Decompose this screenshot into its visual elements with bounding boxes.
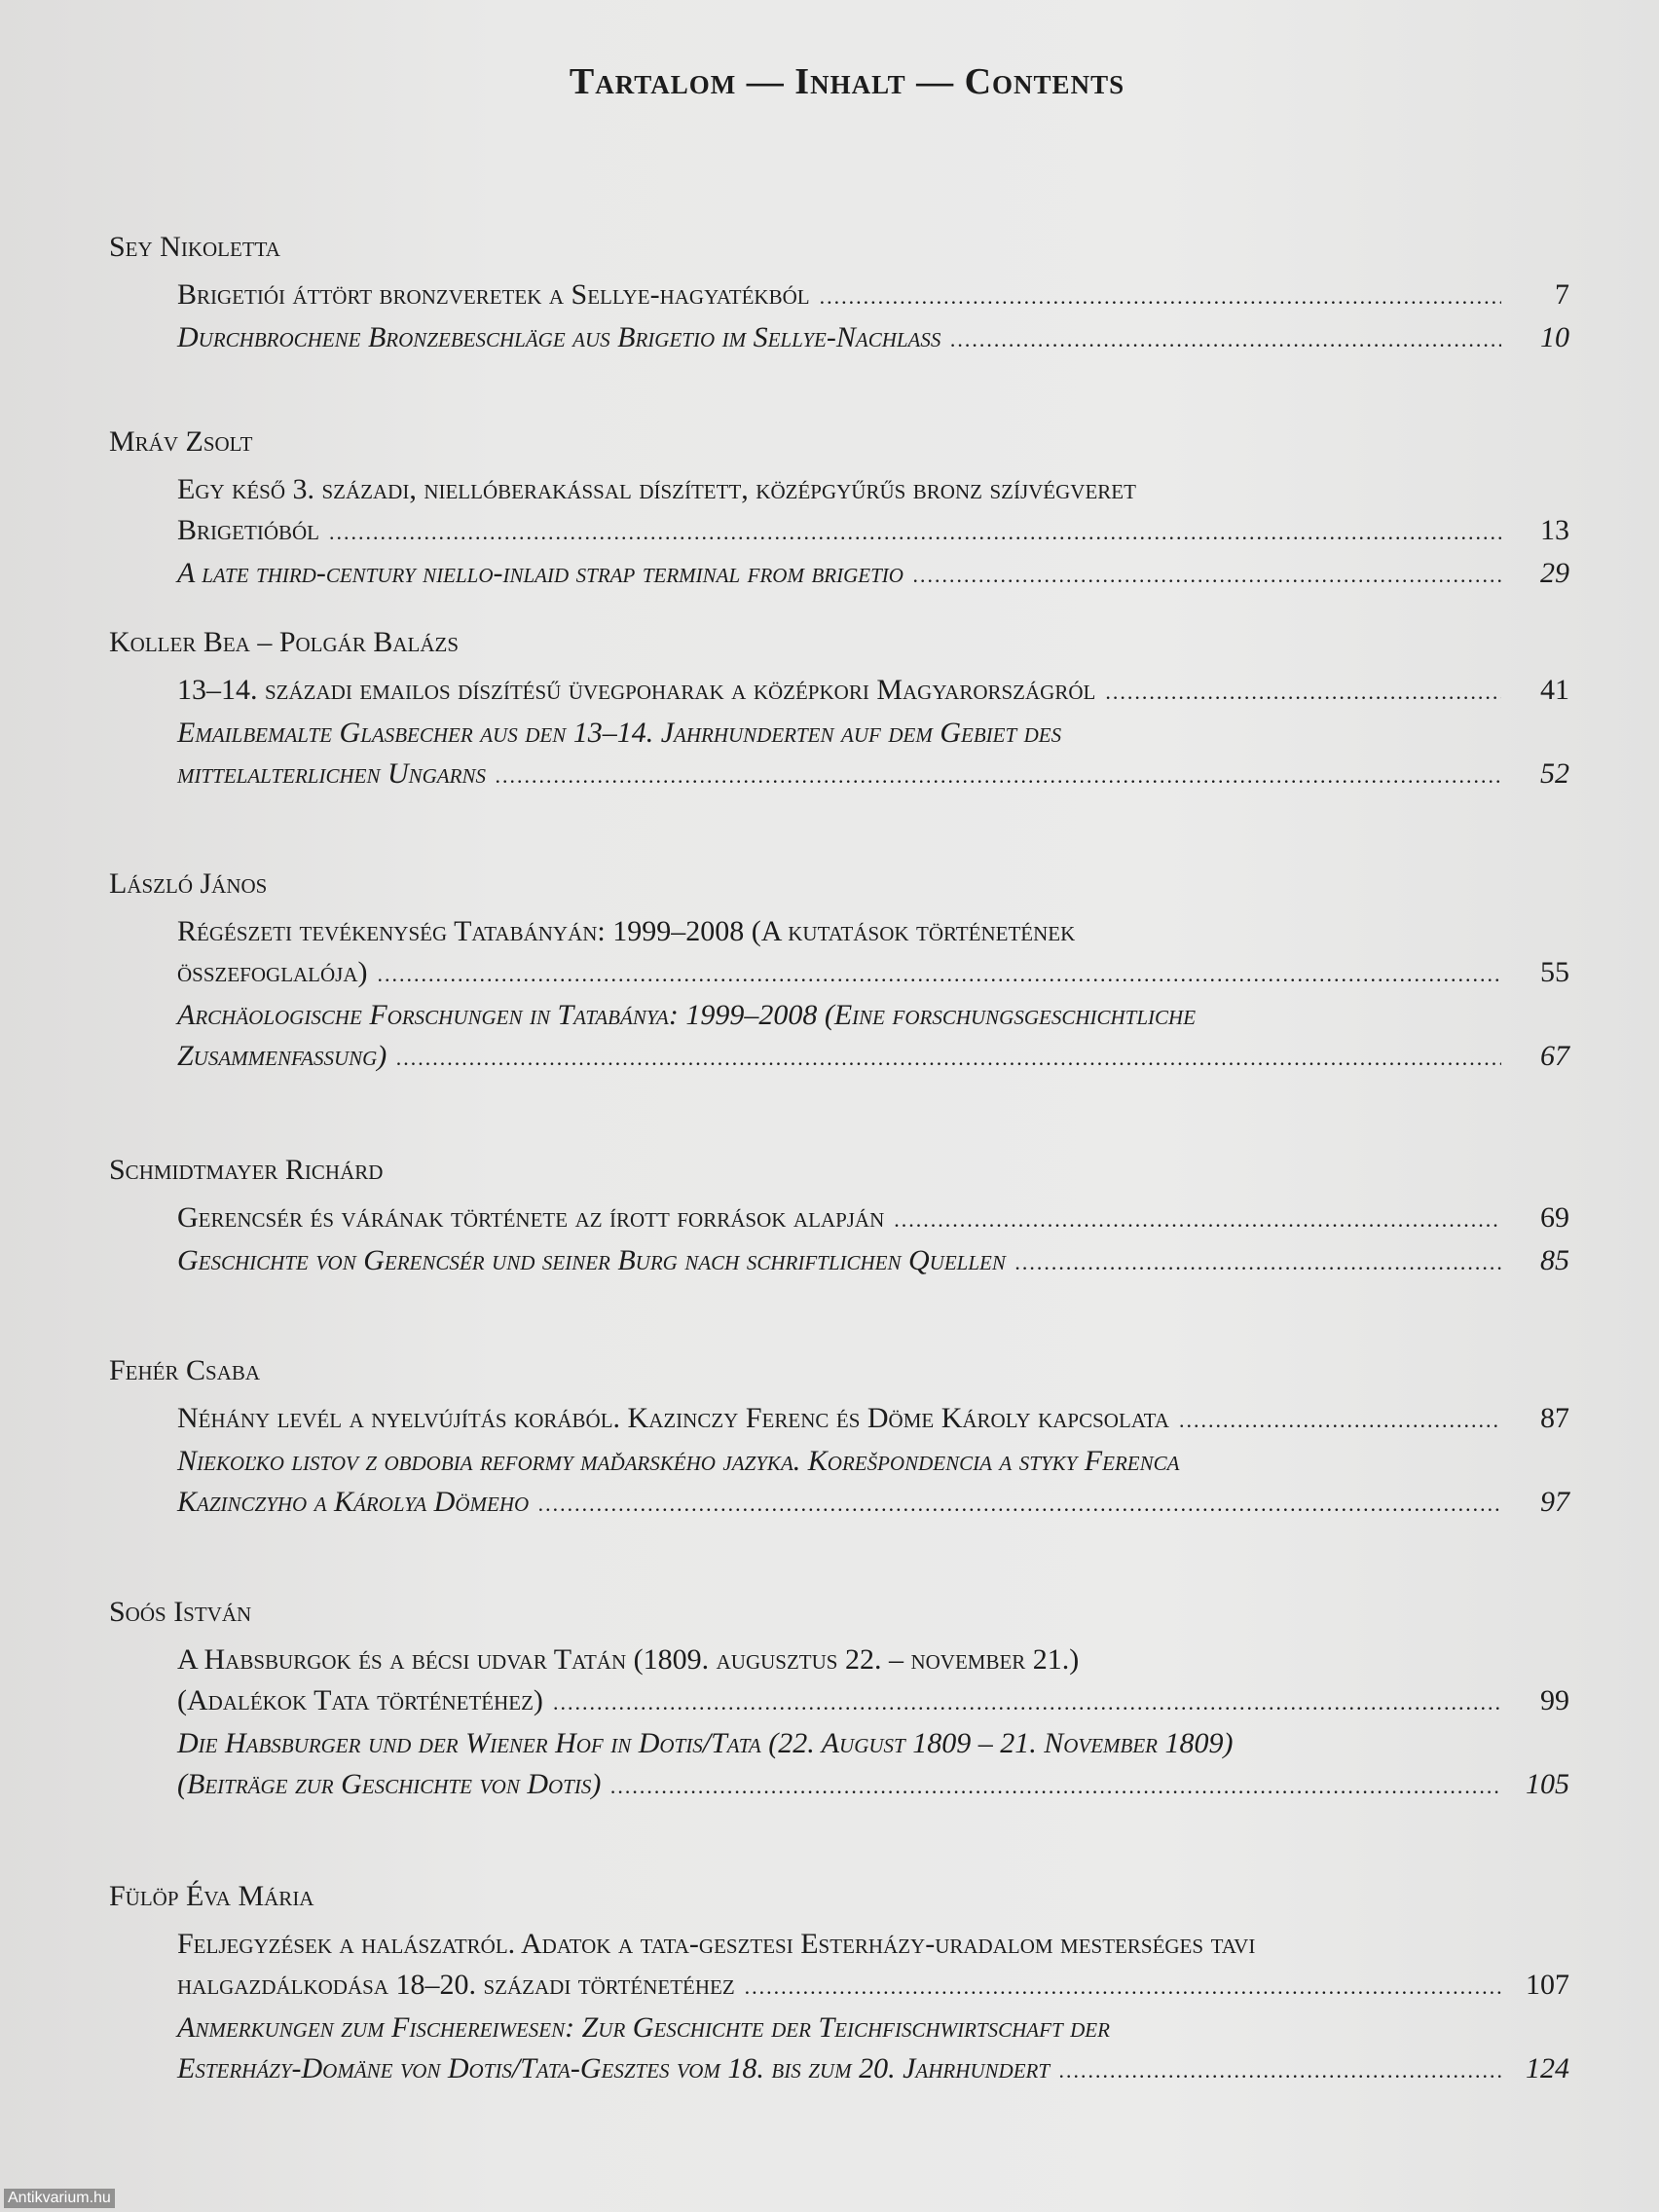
author-name: Schmidtmayer Richárd: [109, 1154, 384, 1186]
toc-title: Niekoľko listov z obdobia reformy maďarského jazyka. Korešpondencia a styky Ferenca: [177, 1445, 1180, 1477]
toc-title: A late third-century niello-inlaid strap terminal from brigetio: [177, 557, 903, 589]
author-name: Fehér Csaba: [109, 1354, 261, 1386]
toc-line[interactable]: [177, 2048, 1569, 2091]
dot-leader: [1059, 2050, 1501, 2091]
toc-line[interactable]: [177, 1640, 1569, 1680]
dot-leader: [610, 1766, 1501, 1807]
page-number: 85: [1540, 1244, 1569, 1276]
author-name: Sey Nikoletta: [109, 231, 280, 263]
toc-section: [109, 1591, 1569, 1807]
toc-section: [109, 863, 1569, 1079]
dot-leader: [1015, 1242, 1501, 1283]
toc-line[interactable]: [177, 1924, 1569, 1965]
toc-line[interactable]: [177, 1441, 1569, 1482]
page-number: 41: [1540, 674, 1569, 706]
page-number: 67: [1540, 1040, 1569, 1072]
toc-entry: [177, 1398, 1569, 1525]
toc-line[interactable]: [177, 510, 1569, 553]
dot-leader: [538, 1484, 1501, 1525]
author-name: Soós István: [109, 1596, 252, 1628]
toc-entry: [177, 1924, 1569, 2091]
toc-line[interactable]: [177, 1680, 1569, 1723]
toc-title: Die Habsburger und der Wiener Hof in Dotis/Tata (22. August 1809 – 21. November 1809): [177, 1727, 1234, 1759]
toc-line[interactable]: [177, 317, 1569, 360]
toc-title: halgazdálkodása 18–20. századi történetéhez: [177, 1969, 735, 2001]
toc-entry: [177, 911, 1569, 1079]
page-number: 7: [1555, 278, 1569, 311]
dot-leader: [1179, 1400, 1501, 1441]
toc-line[interactable]: [177, 1723, 1569, 1764]
toc-title: Brigetióból: [177, 514, 319, 546]
page-number: 29: [1540, 557, 1569, 589]
toc-title: Egy késő 3. századi, niellóberakással díszített, középgyűrűs bronz szíjvégveret: [177, 473, 1136, 505]
dot-leader: [496, 756, 1501, 796]
dot-leader: [378, 954, 1501, 995]
toc-line[interactable]: [177, 469, 1569, 510]
page-number: 13: [1540, 514, 1569, 546]
author-name: László János: [109, 867, 268, 900]
toc-title: Régészeti tevékenység Tatabányán: 1999–2008 (A kutatások történetének: [177, 915, 1076, 947]
toc-title: A Habsburgok és a bécsi udvar Tatán (1809. augusztus 22. – november 21.): [177, 1643, 1080, 1676]
toc-title: 13–14. századi emailos díszítésű üvegpoharak a középkori Magyarországról: [177, 674, 1096, 706]
toc-line[interactable]: [177, 911, 1569, 952]
toc-line[interactable]: [177, 713, 1569, 754]
dot-leader: [1105, 672, 1501, 713]
toc-title: összefoglalója): [177, 956, 368, 988]
dot-leader: [396, 1038, 1501, 1079]
toc-title: mittelalterlichen Ungarns: [177, 757, 486, 790]
author-name: Mráv Zsolt: [109, 425, 253, 458]
toc-line[interactable]: [177, 275, 1569, 317]
watermark: Antikvarium.hu: [4, 2189, 115, 2208]
toc-entry: [177, 670, 1569, 796]
toc-title: Durchbrochene Bronzebeschläge aus Brigetio im Sellye-Nachlass: [177, 321, 941, 353]
page-number: 52: [1540, 757, 1569, 790]
page-number: 10: [1540, 321, 1569, 353]
toc-line[interactable]: [177, 1240, 1569, 1283]
toc-section: [109, 226, 1569, 360]
toc-entry: [177, 469, 1569, 596]
toc-line[interactable]: [177, 995, 1569, 1036]
toc-section: [109, 1349, 1569, 1525]
toc-title: Anmerkungen zum Fischereiwesen: Zur Geschichte der Teichfischwirtschaft der: [177, 2011, 1110, 2044]
toc-line[interactable]: [177, 553, 1569, 596]
toc-section: [109, 1875, 1569, 2091]
toc-line[interactable]: [177, 1764, 1569, 1807]
page-number: 97: [1540, 1486, 1569, 1518]
toc-line[interactable]: [177, 1965, 1569, 2008]
toc-title: Zusammenfassung): [177, 1040, 387, 1072]
page-number: 99: [1540, 1684, 1569, 1716]
toc-line[interactable]: [177, 754, 1569, 796]
toc-section: [109, 1149, 1569, 1283]
toc-line[interactable]: [177, 952, 1569, 995]
toc-title: Archäologische Forschungen in Tatabánya: 1999–2008 (Eine forschungsgeschichtliche: [177, 999, 1197, 1031]
page-number: 124: [1526, 2052, 1569, 2084]
toc-title: Brigetiói áttört bronzveretek a Sellye-hagyatékból: [177, 278, 810, 311]
toc-title: Kazinczyho a Károlya Dömeho: [177, 1486, 530, 1518]
page-number: 69: [1540, 1201, 1569, 1234]
toc-line[interactable]: [177, 1198, 1569, 1240]
page-number: 55: [1540, 956, 1569, 988]
author-name: Koller Bea – Polgár Balázs: [109, 626, 460, 658]
author-name: Fülöp Éva Mária: [109, 1880, 314, 1912]
toc-section: [109, 621, 1569, 796]
dot-leader: [329, 512, 1501, 553]
page-title: Tartalom — Inhalt — Contents: [569, 61, 1125, 102]
page-number: 107: [1526, 1969, 1569, 2001]
toc-entry: [177, 275, 1569, 360]
toc-title: Geschichte von Gerencsér und seiner Burg nach schriftlichen Quellen: [177, 1244, 1006, 1276]
toc-section: [109, 421, 1569, 596]
toc-title: Esterházy-Domäne von Dotis/Tata-Gesztes vom 18. bis zum 20. Jahrhundert: [177, 2052, 1051, 2084]
dot-leader: [894, 1199, 1501, 1240]
toc-line[interactable]: [177, 1398, 1569, 1441]
toc-title: (Adalékok Tata történetéhez): [177, 1684, 543, 1716]
toc-entry: [177, 1640, 1569, 1807]
page-number: 105: [1526, 1768, 1569, 1800]
toc-title: Néhány levél a nyelvújítás korából. Kazinczy Ferenc és Döme Károly kapcsolata: [177, 1402, 1169, 1434]
dot-leader: [913, 555, 1501, 596]
toc-line[interactable]: [177, 670, 1569, 713]
dot-leader: [820, 276, 1501, 317]
toc-line[interactable]: [177, 2008, 1569, 2048]
toc-line[interactable]: [177, 1036, 1569, 1079]
toc-title: Feljegyzések a halászatról. Adatok a tata-gesztesi Esterházy-uradalom mesterséges tavi: [177, 1928, 1256, 1960]
dot-leader: [745, 1967, 1501, 2008]
toc-title: Emailbemalte Glasbecher aus den 13–14. Jahrhunderten auf dem Gebiet des: [177, 717, 1062, 749]
dot-leader: [950, 319, 1501, 360]
toc-title: (Beiträge zur Geschichte von Dotis): [177, 1768, 602, 1800]
toc-line[interactable]: [177, 1482, 1569, 1525]
page-number: 87: [1540, 1402, 1569, 1434]
toc-title: Gerencsér és várának története az írott források alapján: [177, 1201, 885, 1234]
toc-entry: [177, 1198, 1569, 1283]
dot-leader: [553, 1682, 1501, 1723]
